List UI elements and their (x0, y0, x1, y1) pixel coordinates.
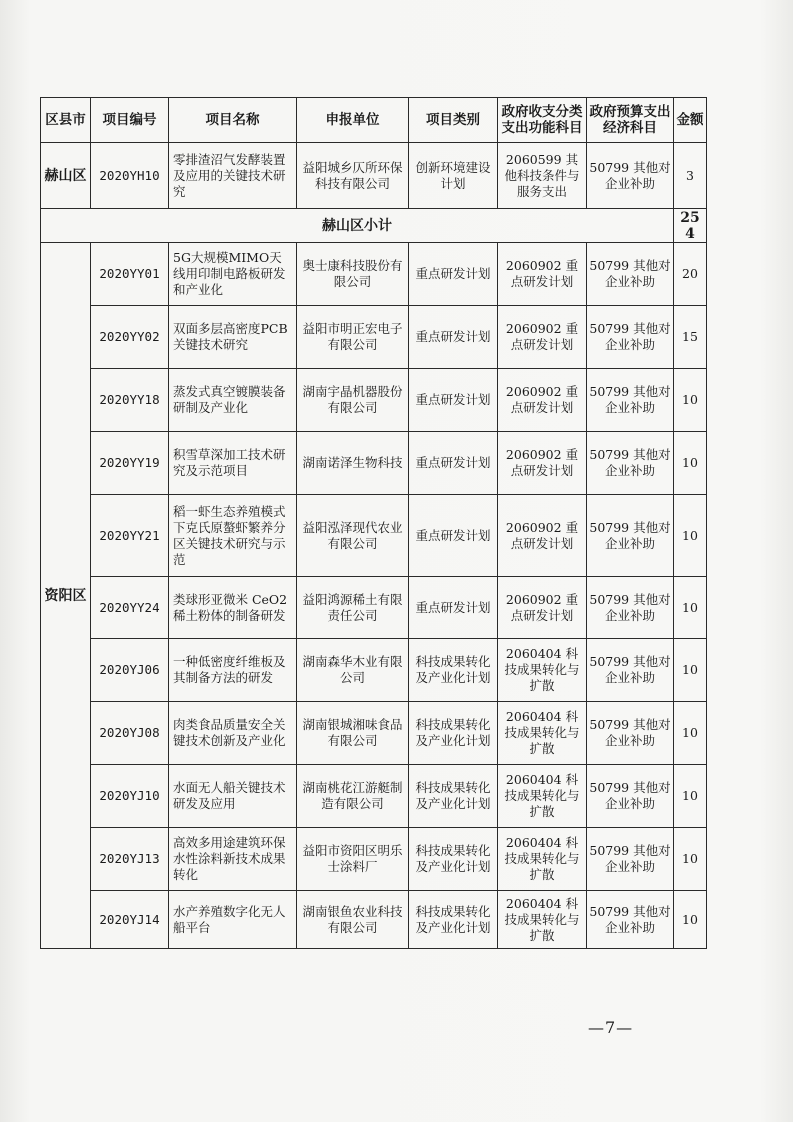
subtotal-label: 赫山区小计 (41, 209, 674, 243)
project-id: 2020YY02 (91, 306, 169, 369)
project-id: 2020YH10 (91, 143, 169, 209)
header-row (41, 98, 707, 143)
project-category: 重点研发计划 (409, 306, 498, 369)
project-name: 一种低密度纤维板及其制备方法的研发 (169, 639, 297, 702)
economic-subject: 50799 其他对企业补助 (587, 306, 674, 369)
function-subject: 2060902 重点研发计划 (498, 243, 587, 306)
project-id: 2020YY01 (91, 243, 169, 306)
applicant-unit: 益阳鸿源稀土有限责任公司 (297, 577, 409, 639)
district-cell-heshan: 赫山区 (41, 143, 91, 209)
table-row (41, 143, 707, 209)
project-id: 2020YY24 (91, 577, 169, 639)
amount: 3 (674, 143, 707, 209)
table-row (41, 891, 707, 949)
amount: 10 (674, 369, 707, 432)
applicant-unit: 奥士康科技股份有限公司 (297, 243, 409, 306)
function-subject: 2060902 重点研发计划 (498, 432, 587, 495)
project-id: 2020YJ08 (91, 702, 169, 765)
economic-subject: 50799 其他对企业补助 (587, 639, 674, 702)
amount: 10 (674, 495, 707, 577)
applicant-unit: 湖南诺泽生物科技 (297, 432, 409, 495)
header-project-name: 项目名称 (169, 98, 297, 143)
amount: 10 (674, 765, 707, 828)
project-id: 2020YJ13 (91, 828, 169, 891)
table-row (41, 495, 707, 577)
economic-subject: 50799 其他对企业补助 (587, 577, 674, 639)
function-subject: 2060599 其他科技条件与服务支出 (498, 143, 587, 209)
economic-subject: 50799 其他对企业补助 (587, 891, 674, 949)
amount: 10 (674, 828, 707, 891)
project-name: 双面多层高密度PCB关键技术研究 (169, 306, 297, 369)
amount: 10 (674, 702, 707, 765)
project-category: 科技成果转化及产业化计划 (409, 828, 498, 891)
function-subject: 2060902 重点研发计划 (498, 495, 587, 577)
function-subject: 2060902 重点研发计划 (498, 369, 587, 432)
function-subject: 2060902 重点研发计划 (498, 306, 587, 369)
project-category: 重点研发计划 (409, 577, 498, 639)
applicant-unit: 益阳泓泽现代农业有限公司 (297, 495, 409, 577)
subtotal-row (41, 209, 707, 243)
table-row (41, 765, 707, 828)
header-applicant: 申报单位 (297, 98, 409, 143)
project-category: 重点研发计划 (409, 243, 498, 306)
project-category: 科技成果转化及产业化计划 (409, 891, 498, 949)
project-name: 稻一虾生态养殖模式下克氏原螯虾繁养分区关键技术研究与示范 (169, 495, 297, 577)
header-category: 项目类别 (409, 98, 498, 143)
economic-subject: 50799 其他对企业补助 (587, 828, 674, 891)
district-cell-ziyang: 资阳区 (41, 243, 91, 949)
function-subject: 2060404 科技成果转化与扩散 (498, 828, 587, 891)
table-row (41, 369, 707, 432)
economic-subject: 50799 其他对企业补助 (587, 369, 674, 432)
project-id: 2020YY18 (91, 369, 169, 432)
applicant-unit: 益阳市明正宏电子有限公司 (297, 306, 409, 369)
economic-subject: 50799 其他对企业补助 (587, 143, 674, 209)
project-category: 科技成果转化及产业化计划 (409, 702, 498, 765)
applicant-unit: 益阳城乡仄所环保科技有限公司 (297, 143, 409, 209)
function-subject: 2060404 科技成果转化与扩散 (498, 891, 587, 949)
economic-subject: 50799 其他对企业补助 (587, 243, 674, 306)
header-district: 区县市 (41, 98, 91, 143)
amount: 15 (674, 306, 707, 369)
project-name: 5G大规模MIMO天线用印制电路板研发和产业化 (169, 243, 297, 306)
project-name: 类球形亚微米 CeO2 稀土粉体的制备研发 (169, 577, 297, 639)
project-id: 2020YJ06 (91, 639, 169, 702)
economic-subject: 50799 其他对企业补助 (587, 432, 674, 495)
economic-subject: 50799 其他对企业补助 (587, 765, 674, 828)
project-category: 重点研发计划 (409, 432, 498, 495)
amount: 20 (674, 243, 707, 306)
project-name: 积雪草深加工技术研究及示范项目 (169, 432, 297, 495)
project-id: 2020YJ14 (91, 891, 169, 949)
function-subject: 2060404 科技成果转化与扩散 (498, 702, 587, 765)
applicant-unit: 湖南银鱼农业科技有限公司 (297, 891, 409, 949)
amount: 10 (674, 432, 707, 495)
page-number: —7— (588, 1018, 634, 1037)
project-category: 科技成果转化及产业化计划 (409, 765, 498, 828)
project-category: 科技成果转化及产业化计划 (409, 639, 498, 702)
amount: 10 (674, 577, 707, 639)
economic-subject: 50799 其他对企业补助 (587, 702, 674, 765)
table-row (41, 577, 707, 639)
function-subject: 2060404 科技成果转化与扩散 (498, 639, 587, 702)
applicant-unit: 益阳市资阳区明乐士涂料厂 (297, 828, 409, 891)
project-category: 重点研发计划 (409, 369, 498, 432)
table-row (41, 702, 707, 765)
header-amount: 金额 (674, 98, 707, 143)
function-subject: 2060902 重点研发计划 (498, 577, 587, 639)
amount: 10 (674, 891, 707, 949)
project-category: 创新环境建设计划 (409, 143, 498, 209)
applicant-unit: 湖南森华木业有限公司 (297, 639, 409, 702)
header-project-id: 项目编号 (91, 98, 169, 143)
project-id: 2020YY19 (91, 432, 169, 495)
table-row (41, 639, 707, 702)
function-subject: 2060404 科技成果转化与扩散 (498, 765, 587, 828)
project-name: 高效多用途建筑环保水性涂料新技术成果转化 (169, 828, 297, 891)
amount: 10 (674, 639, 707, 702)
project-id: 2020YY21 (91, 495, 169, 577)
subtotal-value: 254 (674, 209, 707, 243)
project-category: 重点研发计划 (409, 495, 498, 577)
project-name: 水面无人船关键技术研发及应用 (169, 765, 297, 828)
table-row (41, 432, 707, 495)
project-name: 零排渣沼气发酵装置及应用的关键技术研究 (169, 143, 297, 209)
economic-subject: 50799 其他对企业补助 (587, 495, 674, 577)
applicant-unit: 湖南银城湘味食品有限公司 (297, 702, 409, 765)
header-economic-subject: 政府预算支出经济科目 (587, 98, 674, 143)
table-row (41, 828, 707, 891)
project-name: 水产养殖数字化无人船平台 (169, 891, 297, 949)
table-row (41, 306, 707, 369)
project-name: 肉类食品质量安全关键技术创新及产业化 (169, 702, 297, 765)
table-row (41, 243, 707, 306)
applicant-unit: 湖南宇晶机器股份有限公司 (297, 369, 409, 432)
header-function-subject: 政府收支分类支出功能科目 (498, 98, 587, 143)
project-name: 蒸发式真空镀膜装备研制及产业化 (169, 369, 297, 432)
project-id: 2020YJ10 (91, 765, 169, 828)
applicant-unit: 湖南桃花江游艇制造有限公司 (297, 765, 409, 828)
project-funding-table (40, 97, 707, 949)
